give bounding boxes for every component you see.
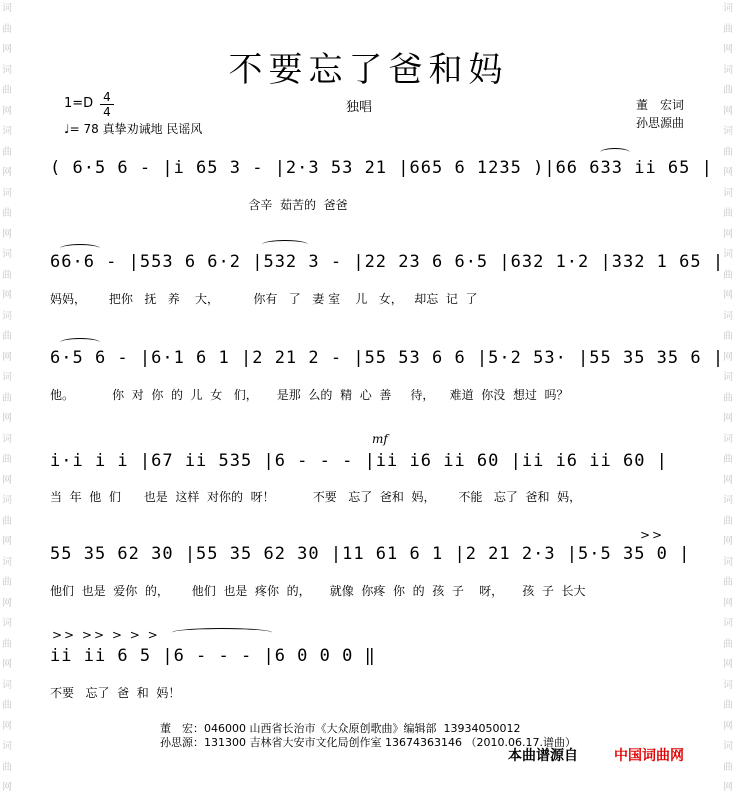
accent-marks-line-6: >> >> > > >: [52, 628, 160, 642]
watermark-char: 词: [2, 556, 12, 568]
watermark-char: 曲: [723, 515, 733, 527]
time-signature: [100, 90, 114, 119]
time-bottom: 4: [103, 105, 111, 119]
watermark-char: 词: [723, 741, 733, 752]
watermark-char: 网: [2, 105, 12, 117]
watermark-char: 词: [723, 64, 733, 76]
watermark-right: [721, 0, 737, 793]
watermark-char: 曲: [2, 331, 12, 342]
lyric-line-4: 当 年 他 们 也是 这样 对你的 呀！ 不要 忘了 爸和 妈， 不能 忘了 爸和 妈，: [50, 490, 582, 504]
dynamic-marking: mf: [372, 432, 388, 446]
watermark-char: 词: [723, 556, 733, 568]
watermark-char: 曲: [2, 638, 12, 650]
score-line-1: ( 6·5 6 - |i 65 3 - |2·3 53 21 |665 6 1235 )|66 633 ii 65 |: [50, 158, 713, 178]
watermark-char: 词: [2, 433, 12, 445]
score-line-2: 66·6 - |553 6 6·2 |532 3 - |22 23 6 6·5 |632 1·2 |332 1 65 |: [50, 252, 725, 272]
watermark-char: 词: [723, 187, 733, 199]
score-line-4: i·i i i |67 ii 535 |6 - - - |ii i6 ii 60 |ii i6 ii 60 |: [50, 451, 668, 471]
watermark-char: 词: [723, 310, 733, 322]
lyric-line-6: 不要 忘了 爸 和 妈！: [50, 686, 181, 700]
watermark-char: 曲: [723, 208, 733, 219]
watermark-char: 曲: [2, 700, 12, 711]
watermark-char: 网: [2, 720, 12, 732]
watermark-char: 词: [2, 3, 12, 14]
watermark-char: 词: [723, 126, 733, 137]
watermark-char: 网: [723, 167, 733, 178]
watermark-char: 词: [2, 126, 12, 137]
performance-type: 独唱: [346, 100, 373, 115]
slur: [262, 240, 308, 249]
composer-credit: 孙思源曲: [636, 116, 685, 130]
key-signature: 1=D: [64, 96, 94, 111]
watermark-char: 词: [2, 372, 12, 383]
watermark-char: 曲: [2, 208, 12, 219]
watermark-char: 网: [723, 228, 733, 240]
watermark-char: 曲: [2, 761, 12, 773]
watermark-char: 网: [723, 44, 733, 55]
watermark-char: 词: [2, 679, 12, 691]
watermark-char: 网: [723, 597, 733, 609]
watermark-char: 词: [2, 495, 12, 506]
watermark-char: 曲: [723, 85, 733, 96]
watermark-char: 网: [723, 474, 733, 486]
footer-contact-lyricist: 董 宏：046000 山西省长治市《大众原创歌曲》编辑部 13934050012: [160, 722, 521, 735]
watermark-char: 词: [2, 187, 12, 199]
watermark-char: 词: [723, 249, 733, 260]
watermark-char: 网: [2, 167, 12, 178]
watermark-char: 词: [2, 618, 12, 629]
watermark-char: 词: [723, 679, 733, 691]
watermark-char: 曲: [723, 331, 733, 342]
watermark-char: 曲: [2, 515, 12, 527]
watermark-char: 曲: [2, 577, 12, 588]
watermark-char: 网: [723, 351, 733, 363]
watermark-char: 曲: [723, 577, 733, 588]
watermark-char: 曲: [2, 392, 12, 404]
lyric-line-1: 含辛 茹苦的 爸爸: [50, 198, 348, 212]
accent-marks-line-5: >>: [640, 528, 665, 542]
watermark-char: 曲: [2, 454, 12, 465]
watermark-char: 网: [2, 597, 12, 609]
slur: [600, 148, 630, 157]
watermark-char: 词: [723, 372, 733, 383]
lyric-line-3: 他。 你 对 你 的 儿 女 们， 是那 么的 精 心 善 待， 难道 你没 想过 吗？: [50, 388, 569, 402]
watermark-char: 曲: [723, 638, 733, 650]
watermark-char: 词: [2, 249, 12, 260]
watermark-char: 网: [723, 720, 733, 732]
score-line-5: 55 35 62 30 |55 35 62 30 |11 61 6 1 |2 21 2·3 |5·5 35 0 |: [50, 544, 691, 564]
slur: [60, 244, 100, 253]
watermark-char: 网: [723, 659, 733, 670]
watermark-char: 词: [2, 310, 12, 322]
watermark-char: 网: [2, 351, 12, 363]
watermark-char: 曲: [2, 146, 12, 158]
watermark-char: 网: [2, 782, 12, 793]
watermark-char: 网: [723, 782, 733, 793]
watermark-char: 词: [2, 741, 12, 752]
tempo-marking: ♩= 78 真挚劝诫地 民谣风: [64, 122, 203, 136]
watermark-char: 网: [723, 413, 733, 424]
watermark-left: [0, 0, 16, 793]
footer-contact-composer: 孙思源：131300 吉林省大安市文化局创作室 13674363146 （2010.06.17.谱曲）: [160, 736, 576, 749]
watermark-char: 词: [723, 495, 733, 506]
watermark-char: 曲: [723, 269, 733, 281]
watermark-char: 网: [723, 105, 733, 117]
watermark-char: 网: [2, 659, 12, 670]
source-label: 本曲谱源自: [508, 748, 578, 764]
watermark-char: 网: [2, 536, 12, 547]
site-name[interactable]: 中国词曲网: [614, 748, 684, 764]
lyric-line-5: 他们 也是 爱你 的， 他们 也是 疼你 的， 就像 你疼 你 的 孩 子 呀， 孩 子 长大: [50, 584, 586, 598]
watermark-char: 词: [723, 433, 733, 445]
tie-slur: [172, 628, 272, 637]
watermark-char: 网: [2, 44, 12, 55]
watermark-char: 网: [2, 228, 12, 240]
watermark-char: 曲: [723, 146, 733, 158]
watermark-char: 曲: [2, 85, 12, 96]
watermark-char: 曲: [723, 761, 733, 773]
score-line-6: ii ii 6 5 |6 - - - |6 0 0 0 ‖: [50, 646, 376, 666]
watermark-char: 词: [723, 3, 733, 14]
watermark-char: 网: [2, 413, 12, 424]
watermark-char: 曲: [2, 269, 12, 281]
watermark-char: 网: [723, 536, 733, 547]
lyricist-credit: 董 宏词: [636, 98, 685, 112]
watermark-char: 网: [723, 290, 733, 301]
watermark-char: 词: [723, 618, 733, 629]
watermark-char: 曲: [723, 23, 733, 35]
time-top: 4: [103, 90, 111, 104]
lyric-line-2: 妈妈， 把你 抚 养 大， 你有 了 妻 室 儿 女， 却忘 记 了: [50, 292, 478, 306]
watermark-char: 网: [2, 474, 12, 486]
score-line-3: 6·5 6 - |6·1 6 1 |2 21 2 - |55 53 6 6 |5·2 53· |55 35 35 6 |: [50, 348, 725, 368]
slur: [60, 338, 100, 347]
watermark-char: 曲: [723, 700, 733, 711]
watermark-char: 曲: [2, 23, 12, 35]
watermark-char: 网: [2, 290, 12, 301]
watermark-char: 词: [2, 64, 12, 76]
watermark-char: 曲: [723, 454, 733, 465]
watermark-char: 曲: [723, 392, 733, 404]
song-title: 不要忘了爸和妈: [228, 50, 509, 90]
